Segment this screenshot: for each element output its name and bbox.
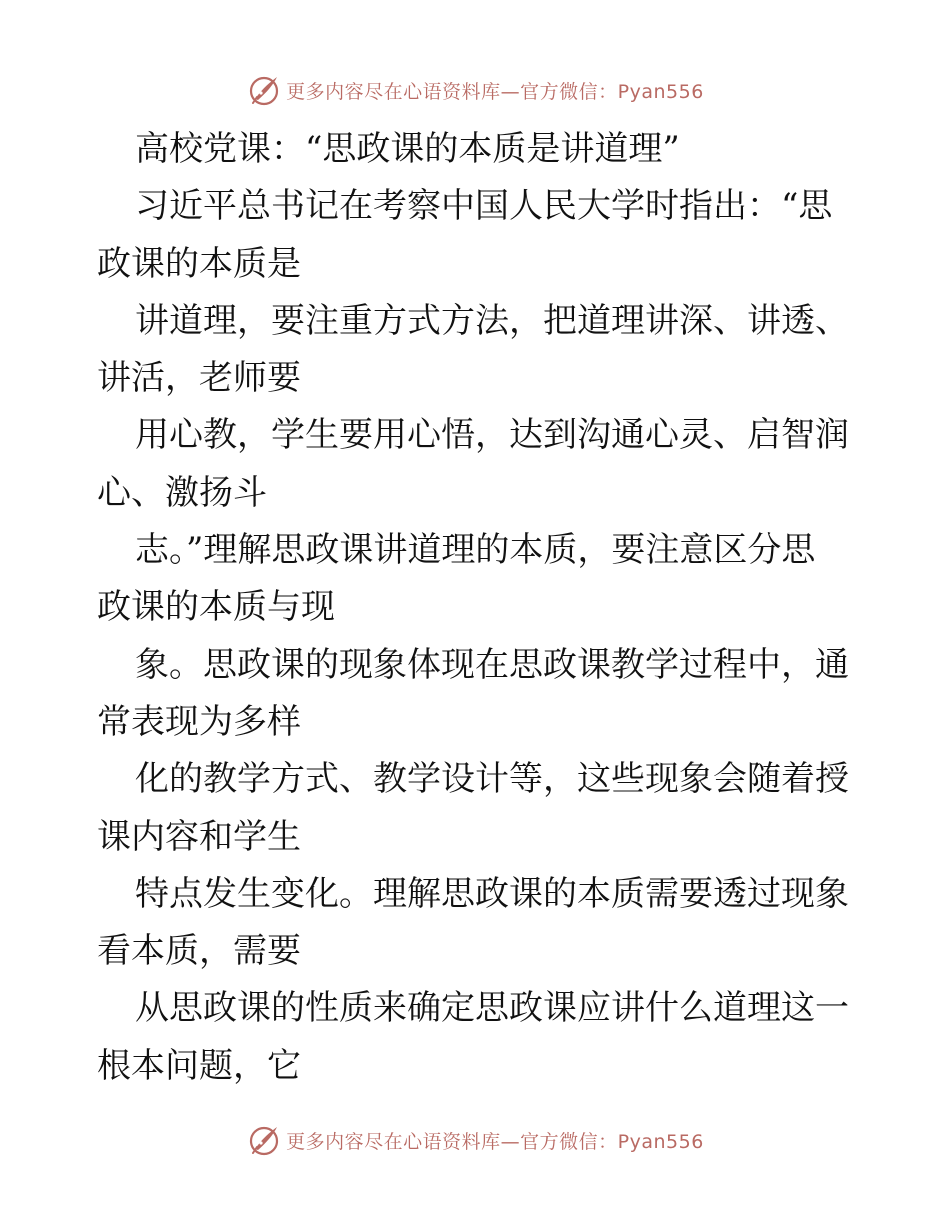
header-banner-text: 更多内容尽在心语资料库—官方微信：Pyan556 xyxy=(286,80,704,103)
paragraph-line: 政课的本质是 xyxy=(97,243,301,284)
paragraph-line: 从思政课的性质来确定思政课应讲什么道理这一 xyxy=(135,988,849,1029)
paragraph-line: 特点发生变化。理解思政课的本质需要透过现象 xyxy=(135,873,849,914)
header-banner xyxy=(0,70,950,110)
paragraph-line: 看本质，需要 xyxy=(97,931,301,972)
footer-banner xyxy=(0,1120,950,1160)
paragraph-line: 课内容和学生 xyxy=(97,816,301,857)
footer-banner-text: 更多内容尽在心语资料库—官方微信：Pyan556 xyxy=(286,1130,704,1153)
paragraph-line: 用心教，学生要用心悟，达到沟通心灵、启智润 xyxy=(135,415,849,456)
paragraph-line: 讲活，老师要 xyxy=(97,358,301,399)
paragraph-line: 根本问题，它 xyxy=(97,1045,301,1086)
paragraph-line: 象。思政课的现象体现在思政课教学过程中，通 xyxy=(135,644,849,685)
document-title: 高校党课：“思政课的本质是讲道理” xyxy=(135,129,680,169)
paragraph-line: 常表现为多样 xyxy=(97,701,301,742)
paragraph-line: 心、激扬斗 xyxy=(97,472,267,513)
paragraph-line: 政课的本质与现 xyxy=(97,587,335,628)
document-body xyxy=(97,121,857,1095)
paragraph-line: 习近平总书记在考察中国人民大学时指出：“思 xyxy=(135,186,833,227)
paragraph-line: 化的教学方式、教学设计等，这些现象会随着授 xyxy=(135,759,849,800)
quill-pen-logo-icon xyxy=(246,1122,282,1158)
paragraph-line: 讲道理，要注重方式方法，把道理讲深、讲透、 xyxy=(135,300,849,341)
paragraph-line: 志。”理解思政课讲道理的本质，要注意区分思 xyxy=(135,530,816,571)
quill-pen-logo-icon xyxy=(246,72,282,108)
